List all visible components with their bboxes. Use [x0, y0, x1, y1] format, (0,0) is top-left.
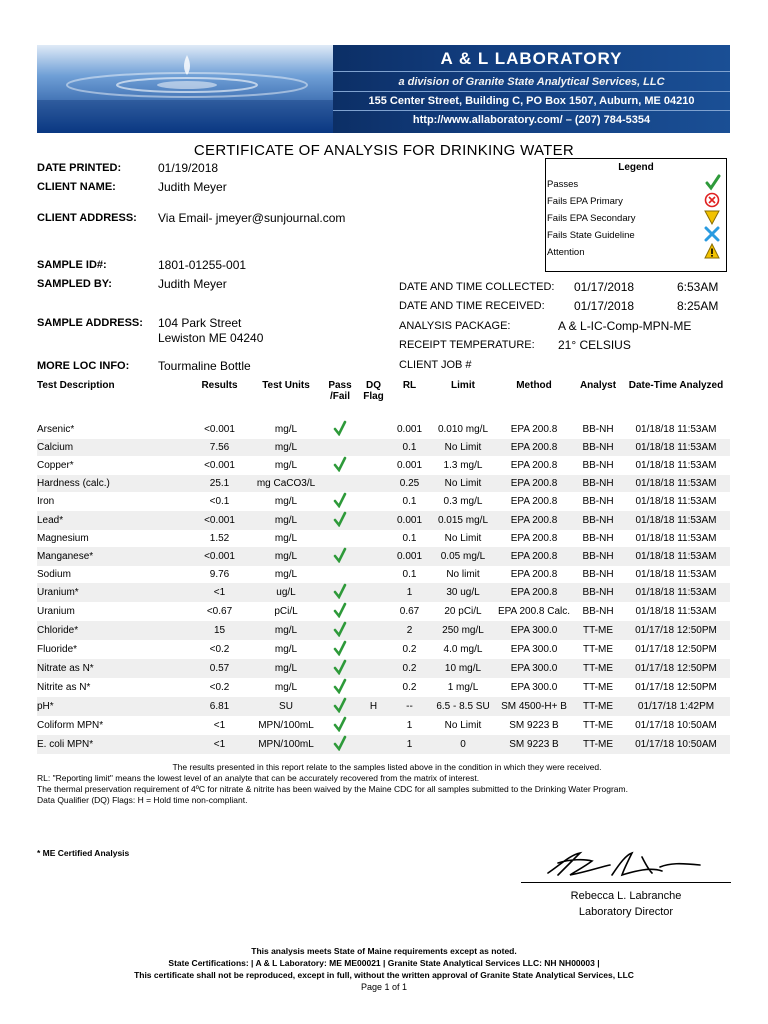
- cell-rl: 2: [387, 621, 432, 640]
- cell-test-description: Manganese*: [37, 547, 187, 566]
- legend-fails-primary: Fails EPA Primary: [547, 196, 623, 207]
- cell-analyst: BB-NH: [574, 511, 622, 530]
- package-label: ANALYSIS PACKAGE:: [399, 320, 511, 332]
- collected-date: 01/17/2018: [574, 280, 635, 294]
- package-value: A & L-IC-Comp-MPN-ME: [558, 319, 692, 333]
- date-printed-label: DATE PRINTED:: [37, 162, 122, 174]
- table-row: [37, 602, 730, 621]
- note-4: Data Qualifier (DQ) Flags: H = Hold time non-compliant.: [37, 795, 248, 805]
- cell-units: pCi/L: [274, 606, 298, 617]
- table-row: [37, 547, 730, 566]
- cell-pass-fail: [320, 439, 360, 456]
- cell-rl: 1: [387, 583, 432, 602]
- date-printed-value: 01/19/2018: [158, 161, 219, 175]
- cell-method: EPA 200.8: [494, 439, 574, 456]
- cell-result: 15: [187, 621, 252, 640]
- cell-limit: 0.05 mg/L: [432, 547, 494, 566]
- cell-dq-flag: [360, 511, 387, 530]
- cell-dq-flag: [360, 583, 387, 602]
- cell-units: mg/L: [252, 659, 320, 678]
- lab-division: a division of Granite State Analytical Services, LLC: [398, 76, 665, 88]
- cell-result: <0.2: [209, 682, 230, 693]
- cell-pass-fail: [320, 530, 360, 547]
- client-name-value: Judith Meyer: [158, 180, 227, 194]
- more-loc-label: MORE LOC INFO:: [37, 360, 130, 372]
- cell-analyst: TT-ME: [583, 644, 613, 655]
- cell-analyst: TT-ME: [574, 697, 622, 716]
- cell-dq-flag: [360, 456, 387, 475]
- table-row: [37, 716, 730, 735]
- cell-result: <0.67: [206, 606, 233, 617]
- cell-test-description: Nitrite as N*: [37, 682, 91, 693]
- check-icon: [333, 629, 347, 640]
- cell-date-time: 01/18/18 11:53AM: [622, 583, 730, 602]
- footer-line-2: State Certifications: | A & L Laboratory: ME ME00021 | Granite State Analytical Services LLC: NH NH00003 |: [168, 958, 600, 968]
- results-table: [37, 380, 730, 754]
- cell-method: EPA 200.8: [510, 496, 558, 507]
- table-row: [37, 566, 730, 583]
- header-banner: [37, 45, 730, 133]
- cell-analyst: TT-ME: [583, 720, 613, 731]
- cell-limit: 20 pCi/L: [444, 606, 482, 617]
- col-test-description: Test Description: [37, 380, 115, 391]
- cell-units: mg/L: [274, 460, 298, 471]
- cell-date-time: 01/18/18 11:53AM: [635, 533, 717, 544]
- cell-analyst: BB-NH: [582, 424, 614, 435]
- cell-date-time: 01/17/18 12:50PM: [635, 644, 717, 655]
- cell-result: 6.81: [187, 697, 252, 716]
- sample-address-line1: 104 Park Street: [158, 316, 242, 330]
- col-results: Results: [201, 380, 238, 391]
- cell-units: MPN/100mL: [258, 720, 314, 731]
- page-title: CERTIFICATE OF ANALYSIS FOR DRINKING WATER: [193, 142, 575, 159]
- cell-limit: No Limit: [444, 533, 482, 544]
- cell-rl: 0.1: [402, 533, 417, 544]
- cell-limit: 0.010 mg/L: [437, 424, 489, 435]
- lab-contact: http://www.allaboratory.com/ – (207) 784-5354: [412, 114, 651, 126]
- cell-date-time: 01/18/18 11:53AM: [635, 460, 717, 471]
- cell-date-time: 01/18/18 11:53AM: [635, 569, 717, 580]
- cell-limit: 10 mg/L: [432, 659, 494, 678]
- cell-method: EPA 300.0: [510, 682, 558, 693]
- cell-result: <0.001: [204, 424, 235, 435]
- cell-units: MPN/100mL: [252, 735, 320, 754]
- cell-units: mg/L: [274, 569, 298, 580]
- table-body: [37, 420, 730, 754]
- cell-pass-fail: [320, 640, 360, 659]
- cell-limit: 1 mg/L: [447, 682, 479, 693]
- cell-units: mg/L: [252, 621, 320, 640]
- cell-method: EPA 200.8: [510, 569, 558, 580]
- cell-analyst: BB-NH: [574, 547, 622, 566]
- cell-test-description: Sodium: [37, 569, 71, 580]
- cell-result: <0.001: [187, 547, 252, 566]
- table-row: [37, 640, 730, 659]
- table-row: [37, 583, 730, 602]
- cell-units: mg/L: [274, 682, 298, 693]
- table-row: [37, 511, 730, 530]
- cell-units: mg CaCO3/L: [252, 475, 320, 492]
- cell-units: mg/L: [274, 644, 298, 655]
- cell-test-description: Copper*: [37, 460, 74, 471]
- table-header-row: [37, 380, 730, 420]
- cell-pass-fail: [320, 678, 360, 697]
- cell-date-time: 01/18/18 11:53AM: [635, 606, 717, 617]
- cell-test-description: Hardness (calc.): [37, 475, 187, 492]
- cell-method: SM 4500-H+ B: [494, 697, 574, 716]
- cell-rl: 0.2: [402, 644, 417, 655]
- client-name-label: CLIENT NAME:: [37, 181, 116, 193]
- cell-test-description: Calcium: [37, 439, 187, 456]
- cell-units: mg/L: [252, 547, 320, 566]
- cell-dq-flag: [360, 716, 387, 735]
- cell-limit: 0.3 mg/L: [443, 496, 483, 507]
- check-icon: [333, 555, 347, 566]
- cell-pass-fail: [320, 716, 360, 735]
- cell-pass-fail: [320, 475, 360, 492]
- cell-rl: 1: [387, 735, 432, 754]
- cell-limit: 0: [432, 735, 494, 754]
- cell-method: SM 9223 B: [509, 720, 559, 731]
- cell-result: <1: [213, 720, 226, 731]
- temp-label: RECEIPT TEMPERATURE:: [399, 339, 535, 351]
- col-analyst: Analyst: [579, 380, 617, 391]
- col-limit: Limit: [451, 380, 475, 391]
- cell-analyst: BB-NH: [574, 475, 622, 492]
- cell-dq-flag: [360, 547, 387, 566]
- received-date: 01/17/2018: [574, 299, 635, 313]
- cell-method: EPA 200.8 Calc.: [497, 606, 571, 617]
- sampled-by-label: SAMPLED BY:: [37, 278, 112, 290]
- sampled-by-value: Judith Meyer: [158, 277, 227, 291]
- cell-date-time: 01/17/18 12:50PM: [635, 682, 717, 693]
- lab-name: A & L LABORATORY: [440, 49, 623, 68]
- received-time: 8:25AM: [677, 299, 719, 313]
- cell-rl: 0.67: [399, 606, 420, 617]
- cell-dq-flag: [360, 566, 387, 583]
- cell-test-description: Uranium*: [37, 583, 187, 602]
- cell-limit: 6.5 - 8.5 SU: [432, 697, 494, 716]
- cell-date-time: 01/18/18 11:53AM: [635, 424, 717, 435]
- cell-units: mg/L: [274, 424, 298, 435]
- cell-analyst: BB-NH: [582, 569, 614, 580]
- collected-label: DATE AND TIME COLLECTED:: [399, 281, 555, 293]
- sample-address-line2: Lewiston ME 04240: [158, 331, 264, 345]
- cell-units: mg/L: [274, 533, 298, 544]
- cell-analyst: BB-NH: [582, 496, 614, 507]
- cell-date-time: 01/17/18 1:42PM: [622, 697, 730, 716]
- table-row: [37, 475, 730, 492]
- sample-address-label: SAMPLE ADDRESS:: [37, 317, 143, 329]
- table-row: [37, 659, 730, 678]
- check-icon: [333, 610, 347, 621]
- cell-pass-fail: [320, 492, 360, 511]
- cell-analyst: BB-NH: [574, 583, 622, 602]
- cell-method: EPA 200.8: [494, 511, 574, 530]
- signer-name: Rebecca L. Labranche: [570, 890, 682, 902]
- cell-rl: --: [387, 697, 432, 716]
- cell-rl: 0.001: [396, 460, 423, 471]
- cell-dq-flag: [360, 640, 387, 659]
- cell-limit: No Limit: [432, 439, 494, 456]
- table-row: [37, 697, 730, 716]
- cell-date-time: 01/18/18 11:53AM: [635, 496, 717, 507]
- cell-result: <1: [187, 583, 252, 602]
- cell-limit: 4.0 mg/L: [443, 644, 483, 655]
- cell-test-description: Nitrate as N*: [37, 659, 187, 678]
- water-drop-photo: [37, 45, 333, 133]
- cell-date-time: 01/18/18 11:53AM: [622, 547, 730, 566]
- received-label: DATE AND TIME RECEIVED:: [399, 300, 545, 312]
- cell-analyst: TT-ME: [574, 621, 622, 640]
- signer-title: Laboratory Director: [578, 906, 674, 918]
- cell-rl: 0.001: [396, 424, 423, 435]
- table-row: [37, 492, 730, 511]
- table-row: [37, 621, 730, 640]
- legend-attention: Attention: [547, 247, 585, 258]
- note-2: RL: "Reporting limit" means the lowest level of an analyte that can be accurately recovered from the matrix of interest.: [37, 773, 480, 783]
- cell-dq-flag: [360, 621, 387, 640]
- cell-pass-fail: [320, 566, 360, 583]
- table-row: [37, 530, 730, 547]
- col-dq-flag: DQ Flag: [363, 380, 384, 402]
- certified-note: * ME Certified Analysis: [37, 848, 130, 858]
- check-icon: [704, 173, 722, 194]
- cell-units: ug/L: [252, 583, 320, 602]
- cell-test-description: Arsenic*: [37, 424, 75, 435]
- page-number: Page 1 of 1: [360, 982, 408, 992]
- cell-dq-flag: [360, 530, 387, 547]
- table-row: [37, 735, 730, 754]
- cell-pass-fail: [320, 456, 360, 475]
- cell-test-description: Magnesium: [37, 533, 89, 544]
- cell-date-time: 01/17/18 12:50PM: [622, 621, 730, 640]
- cell-date-time: 01/18/18 11:53AM: [622, 511, 730, 530]
- cell-units: SU: [252, 697, 320, 716]
- check-icon: [333, 591, 347, 602]
- collected-time: 6:53AM: [677, 280, 719, 294]
- cell-result: <0.2: [209, 644, 230, 655]
- cell-rl: 0.1: [387, 439, 432, 456]
- cell-result: 0.57: [187, 659, 252, 678]
- cell-result: <1: [187, 735, 252, 754]
- col-method: Method: [516, 380, 552, 391]
- cell-method: EPA 200.8: [510, 460, 558, 471]
- cell-rl: 1: [406, 720, 413, 731]
- cell-result: <0.001: [187, 511, 252, 530]
- cell-analyst: TT-ME: [574, 735, 622, 754]
- cell-test-description: Chloride*: [37, 621, 187, 640]
- sample-id-label: SAMPLE ID#:: [37, 259, 107, 271]
- cell-rl: 0.001: [387, 547, 432, 566]
- cell-analyst: BB-NH: [574, 439, 622, 456]
- cell-limit: No Limit: [432, 475, 494, 492]
- banner-text-panel: [333, 45, 730, 133]
- cell-pass-fail: [320, 511, 360, 530]
- cell-test-description: Uranium: [37, 606, 75, 617]
- check-icon: [333, 464, 347, 475]
- cell-analyst: TT-ME: [574, 659, 622, 678]
- cell-date-time: 01/18/18 11:53AM: [622, 439, 730, 456]
- signature-line: [521, 882, 731, 883]
- cell-test-description: E. coli MPN*: [37, 735, 187, 754]
- cell-result: 25.1: [187, 475, 252, 492]
- cell-analyst: BB-NH: [582, 460, 614, 471]
- cell-dq-flag: [360, 735, 387, 754]
- cell-dq-flag: [360, 420, 387, 439]
- cell-analyst: TT-ME: [583, 682, 613, 693]
- cell-result: 1.52: [209, 533, 230, 544]
- cell-rl: 0.001: [387, 511, 432, 530]
- cell-pass-fail: [320, 697, 360, 716]
- cell-rl: 0.2: [387, 659, 432, 678]
- cell-limit: 30 ug/L: [432, 583, 494, 602]
- check-icon: [333, 428, 347, 439]
- cell-test-description: pH*: [37, 697, 187, 716]
- cell-method: EPA 200.8: [494, 583, 574, 602]
- cell-units: mg/L: [252, 511, 320, 530]
- cell-method: EPA 200.8: [510, 424, 558, 435]
- cell-dq-flag: [360, 492, 387, 511]
- cell-limit: 0.015 mg/L: [432, 511, 494, 530]
- cell-limit: No limit: [446, 569, 480, 580]
- cell-units: mg/L: [274, 496, 298, 507]
- check-icon: [333, 686, 347, 697]
- sample-id-value: 1801-01255-001: [158, 258, 247, 272]
- cell-dq-flag: [360, 475, 387, 492]
- more-loc-value: Tourmaline Bottle: [158, 359, 251, 373]
- note-1: The results presented in this report relate to the samples listed above in the condition in which they were received.: [172, 762, 602, 772]
- client-address-value: Via Email- jmeyer@sunjournal.com: [158, 211, 346, 225]
- cell-method: EPA 300.0: [510, 644, 558, 655]
- cell-rl: 0.1: [402, 496, 417, 507]
- cell-limit: 1.3 mg/L: [443, 460, 483, 471]
- cell-pass-fail: [320, 735, 360, 754]
- col-rl: RL: [402, 380, 417, 391]
- cell-result: 9.76: [209, 569, 230, 580]
- cell-pass-fail: [320, 583, 360, 602]
- cell-rl: 0.25: [387, 475, 432, 492]
- cell-method: SM 9223 B: [494, 735, 574, 754]
- cell-result: <0.1: [209, 496, 230, 507]
- cell-date-time: 01/17/18 10:50AM: [635, 720, 717, 731]
- check-icon: [333, 519, 347, 530]
- table-row: [37, 420, 730, 439]
- cell-limit: 250 mg/L: [432, 621, 494, 640]
- temp-value: 21° CELSIUS: [558, 338, 631, 352]
- cell-dq-flag: [360, 678, 387, 697]
- note-3: The thermal preservation requirement of 4ºC for nitrate & nitrite has been waived by the Maine CDC for all samples submitted to the Drinking Water Program.: [37, 784, 628, 794]
- cell-method: EPA 300.0: [494, 621, 574, 640]
- cell-result: <0.001: [204, 460, 235, 471]
- col-pass-fail: Pass /Fail: [328, 380, 352, 402]
- cell-pass-fail: [320, 602, 360, 621]
- legend-box: [545, 158, 727, 272]
- footer-line-1: This analysis meets State of Maine requirements except as noted.: [251, 946, 517, 956]
- table-row: [37, 439, 730, 456]
- cell-pass-fail: [320, 420, 360, 439]
- table-row: [37, 678, 730, 697]
- cell-rl: 0.2: [402, 682, 417, 693]
- cell-method: EPA 200.8: [494, 547, 574, 566]
- cell-limit: No Limit: [444, 720, 482, 731]
- check-icon: [333, 724, 347, 735]
- cell-dq-flag: H: [360, 697, 387, 716]
- legend-passes: Passes: [547, 179, 579, 190]
- client-address-label: CLIENT ADDRESS:: [37, 212, 137, 224]
- cell-date-time: 01/17/18 10:50AM: [622, 735, 730, 754]
- check-icon: [333, 667, 347, 678]
- report-notes: [37, 762, 737, 806]
- legend-fails-state: Fails State Guideline: [547, 230, 635, 241]
- cell-method: EPA 200.8: [510, 533, 558, 544]
- cell-method: EPA 200.8: [494, 475, 574, 492]
- client-job-label: CLIENT JOB #: [399, 359, 472, 371]
- cell-pass-fail: [320, 659, 360, 678]
- cell-test-description: Coliform MPN*: [37, 720, 104, 731]
- check-icon: [333, 500, 347, 511]
- cell-units: mg/L: [252, 439, 320, 456]
- lab-address: 155 Center Street, Building C, PO Box 1507, Auburn, ME 04210: [368, 95, 695, 107]
- cell-analyst: BB-NH: [582, 606, 614, 617]
- cell-test-description: Iron: [37, 496, 55, 507]
- col-date-time: Date-Time Analyzed: [628, 380, 724, 391]
- cell-test-description: Lead*: [37, 511, 187, 530]
- cell-result: 7.56: [187, 439, 252, 456]
- cell-date-time: 01/18/18 11:53AM: [622, 475, 730, 492]
- cell-pass-fail: [320, 547, 360, 566]
- legend-fails-secondary: Fails EPA Secondary: [547, 213, 636, 224]
- check-icon: [333, 648, 347, 659]
- footer-line-3: This certificate shall not be reproduced, except in full, without the written approval of Granite State Analytical Services, LLC: [134, 970, 634, 980]
- legend-title: Legend: [618, 162, 654, 173]
- cell-method: EPA 300.0: [494, 659, 574, 678]
- warning-icon: [704, 243, 720, 262]
- check-icon: [333, 705, 347, 716]
- check-icon: [333, 743, 347, 754]
- cell-dq-flag: [360, 659, 387, 678]
- cell-dq-flag: [360, 439, 387, 456]
- cell-pass-fail: [320, 621, 360, 640]
- cell-rl: 0.1: [402, 569, 417, 580]
- cell-test-description: Fluoride*: [37, 644, 78, 655]
- cell-analyst: BB-NH: [582, 533, 614, 544]
- cell-dq-flag: [360, 602, 387, 621]
- cell-date-time: 01/17/18 12:50PM: [622, 659, 730, 678]
- col-test-units: Test Units: [262, 380, 310, 391]
- table-row: [37, 456, 730, 475]
